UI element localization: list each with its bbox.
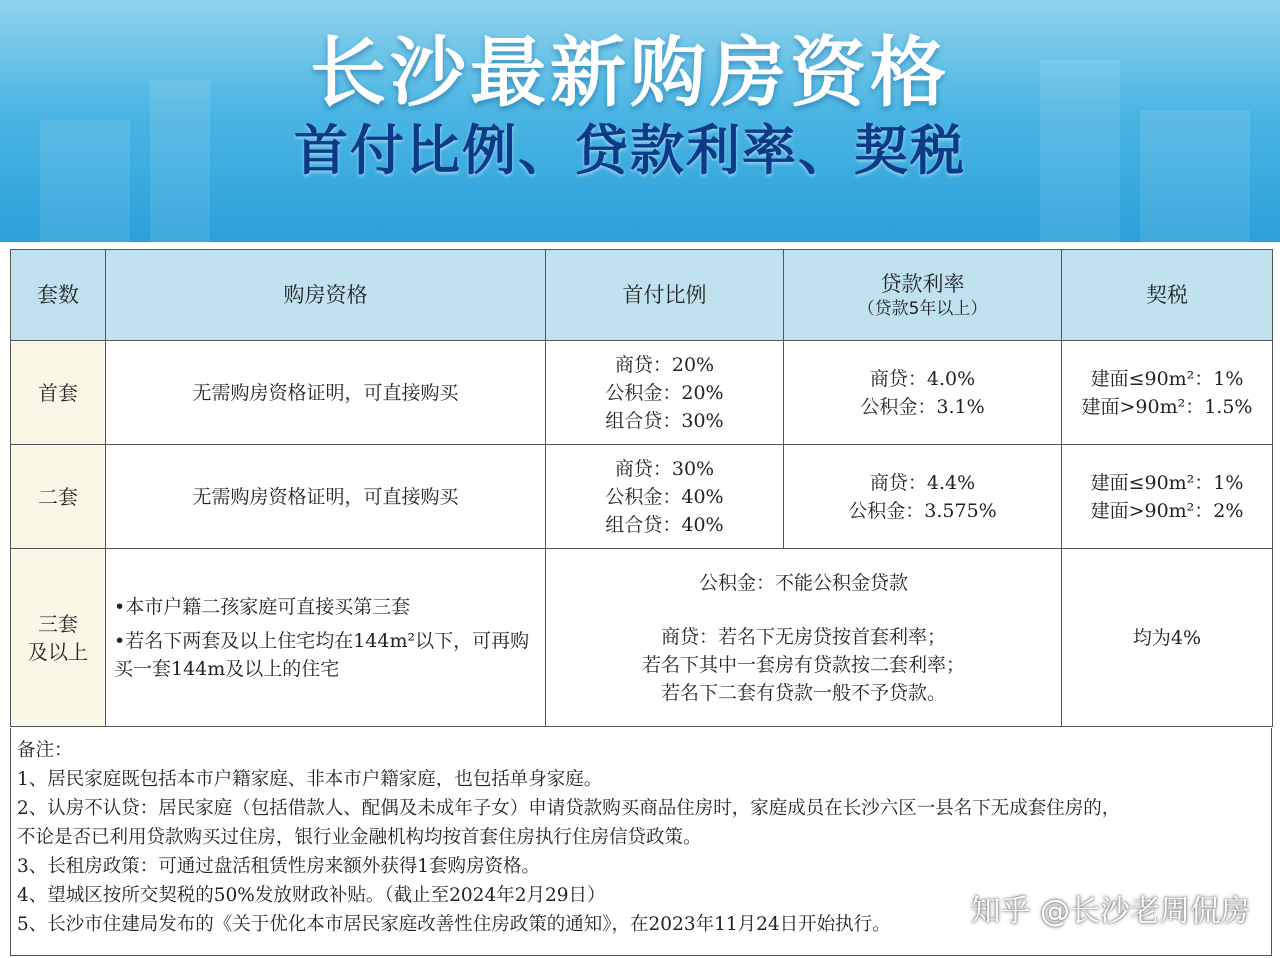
merged-commercial-3: 若名下二套有贷款一般不予贷款。: [660, 681, 946, 704]
tax-large: 建面>90m²：2%: [1090, 499, 1244, 522]
tax-small: 建面≤90m²：1%: [1090, 367, 1244, 390]
header-rate: [784, 250, 1062, 341]
row-kind-line2: 及以上: [28, 639, 88, 664]
notes-heading: 备注：: [17, 740, 73, 761]
rate-commercial: 商贷：4.4%: [869, 471, 976, 494]
down-payment-fund: 公积金：20%: [605, 381, 724, 404]
header-qualification: 购房资格: [106, 250, 546, 341]
merged-commercial-2: 若名下其中一套房有贷款按二套利率；: [641, 653, 965, 676]
page-subtitle: 首付比例、贷款利率、契税: [294, 119, 966, 182]
row-kind: 二套: [11, 445, 106, 549]
table-row: [11, 549, 1273, 727]
policy-table: [10, 249, 1273, 727]
row-down-payment: [546, 341, 784, 445]
row-down-payment: [546, 445, 784, 549]
note-item: 2、认房不认贷：居民家庭（包括借款人、配偶及未成年子女）申请贷款购买商品住房时，家庭成员在长沙六区一县名下无成套住房的，: [17, 798, 1121, 819]
header-down-payment: 首付比例: [546, 250, 784, 341]
down-payment-combined: 组合贷：40%: [605, 513, 724, 536]
qualification-item: •若名下两套及以上住宅均在144m²以下，可再购买一套144m及以上的住宅: [114, 629, 530, 680]
row-tax: [1062, 341, 1273, 445]
row-merged-rate: [546, 549, 1062, 727]
table-row: [11, 341, 1273, 445]
note-item: 1、居民家庭既包括本市户籍家庭、非本市户籍家庭，也包括单身家庭。: [17, 769, 603, 790]
row-kind-line1: 三套: [38, 611, 78, 636]
header-tax: 契税: [1062, 250, 1273, 341]
table-row: [11, 445, 1273, 549]
row-kind: [11, 549, 106, 727]
down-payment-commercial: 商贷：20%: [614, 353, 715, 376]
row-tax: [1062, 445, 1273, 549]
row-tax: 均为4%: [1062, 549, 1273, 727]
merged-fund: 公积金：不能公积金贷款: [698, 571, 908, 594]
row-qualification: 无需购房资格证明，可直接购买: [106, 341, 546, 445]
rate-commercial: 商贷：4.0%: [869, 367, 976, 390]
down-payment-combined: 组合贷：30%: [605, 409, 724, 432]
qualification-item: •本市户籍二孩家庭可直接买第三套: [114, 595, 411, 618]
table-header-row: [11, 250, 1273, 341]
watermark: 知乎 @长沙老周侃房: [970, 894, 1250, 929]
row-qualification: [106, 549, 546, 727]
merged-commercial-1: 商贷：若名下无房贷按首套利率；: [660, 625, 946, 648]
note-item: 不论是否已利用贷款购买过住房，银行业金融机构均按首套住房执行住房信贷政策。: [17, 827, 702, 848]
rate-fund: 公积金：3.1%: [860, 395, 985, 418]
tax-large: 建面>90m²：1.5%: [1081, 395, 1253, 418]
row-qualification: 无需购房资格证明，可直接购买: [106, 445, 546, 549]
page-title: 长沙最新购房资格: [310, 28, 950, 117]
row-kind: 首套: [11, 341, 106, 445]
rate-fund: 公积金：3.575%: [848, 499, 997, 522]
note-item: 3、长租房政策：可通过盘活租赁性房来额外获得1套购房资格。: [17, 856, 541, 877]
down-payment-fund: 公积金：40%: [605, 485, 724, 508]
down-payment-commercial: 商贷：30%: [614, 457, 715, 480]
header-rate-label: 贷款利率: [880, 272, 965, 296]
tax-small: 建面≤90m²：1%: [1090, 471, 1244, 494]
header-kind: 套数: [11, 250, 106, 341]
header-rate-note: （贷款5年以上）: [857, 299, 988, 319]
header-banner: [0, 0, 1280, 242]
row-rate: [784, 341, 1062, 445]
note-item: 5、长沙市住建局发布的《关于优化本市居民家庭改善性住房政策的通知》，在2023年11月24日开始执行。: [17, 914, 891, 935]
note-item: 4、望城区按所交契税的50%发放财政补贴。（截止至2024年2月29日）: [17, 885, 606, 906]
row-rate: [784, 445, 1062, 549]
